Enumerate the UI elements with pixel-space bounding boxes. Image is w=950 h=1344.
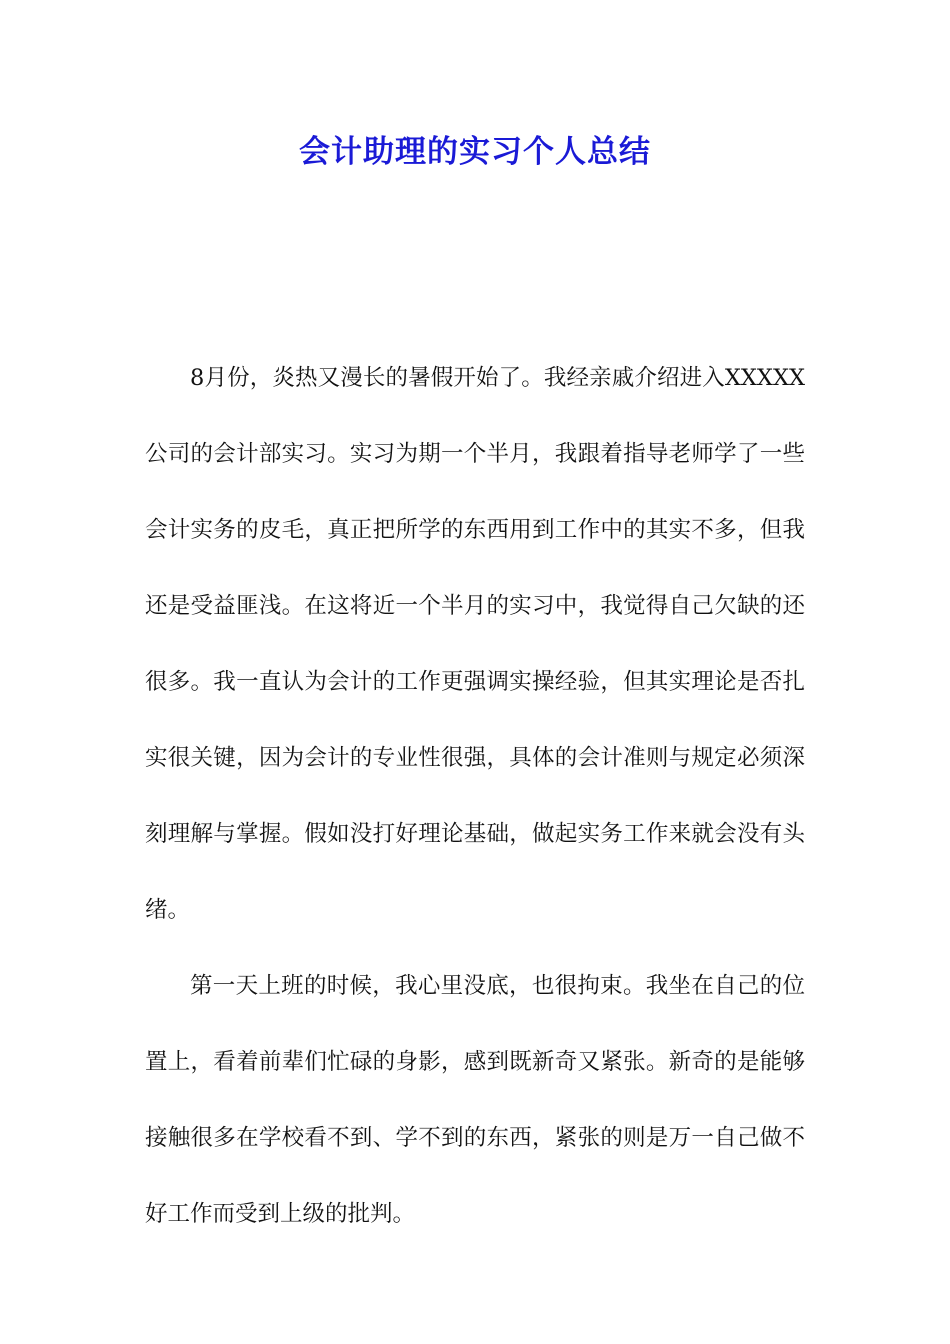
paragraph-1: 8月份，炎热又漫长的暑假开始了。我经亲戚介绍进入XXXXX公司的会计部实习。实习为期一个半月，我跟着指导老师学了一些会计实务的皮毛，真正把所学的东西用到工作中的其实不多，但我还是受益匪浅。在这将近一个半月的实习中，我觉得自己欠缺的还很多。我一直认为会计的工作更强调实操经验，但其实理论是否扎实很关键，因为会计的专业性很强，具体的会计准则与规定必须深刻理解与掌握。假如没打好理论基础，做起实务工作来就会没有头绪。 — [145, 365, 805, 923]
paragraph-2: 第一天上班的时候，我心里没底，也很拘束。我坐在自己的位置上，看着前辈们忙碌的身影，感到既新奇又紧张。新奇的是能够接触很多在学校看不到、学不到的东西，紧张的则是万一自己做不好工作而受到上级的批判。 — [145, 973, 805, 1227]
document-title: 会计助理的实习个人总结 — [299, 134, 651, 170]
document-body — [145, 340, 805, 1252]
